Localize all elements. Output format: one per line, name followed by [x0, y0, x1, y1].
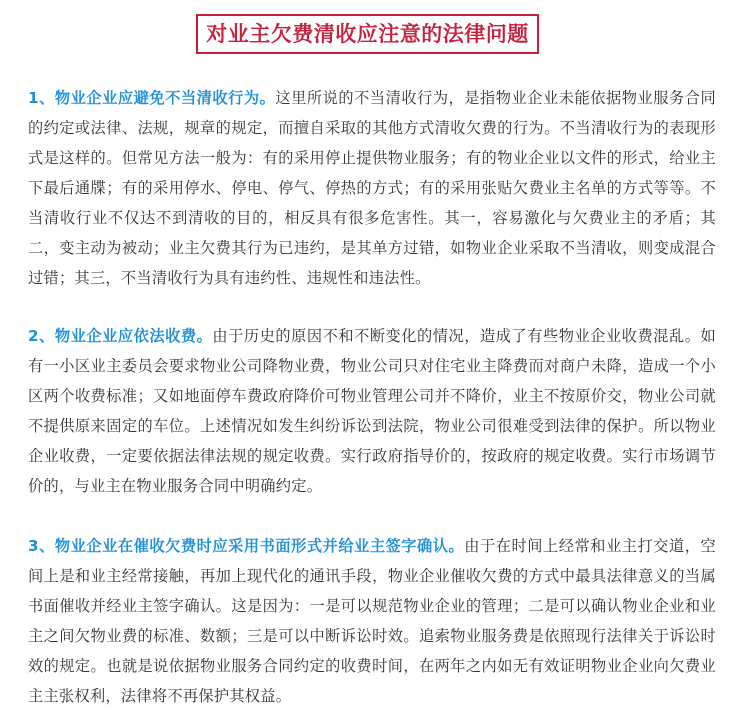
section-2	[28, 321, 716, 501]
section-2-heading: 2、物业企业应依法收费。	[28, 327, 213, 345]
section-1-heading: 1、物业企业应避免不当清收行为。	[28, 89, 276, 107]
section-2-body: 由于历史的原因不和不断变化的情况，造成了有些物业企业收费混乱。如有一小区业主委员会要求物业公司降物业费，物业公司只对住宅业主降费而对商户未降，造成一个小区两个收费标准；又如地面停车费政府降价可物业管理公司并不降价，业主不按原价交，物业公司就不提供原来固定的车位。上述情况如发生纠纷诉讼到法院，物业公司很难受到法律的保护。所以物业企业收费，一定要依据法律法规的规定收费。实行政府指导价的，按政府的规定收费。实行市场调节价的，与业主在物业服务合同中明确约定。	[28, 327, 716, 495]
section-1	[28, 83, 716, 293]
section-3-body: 由于在时间上经常和业主打交道，空间上是和业主经常接触，再加上现代化的通讯手段，物业企业催收欠费的方式中最具法律意义的当属书面催收并经业主签字确认。这是因为：一是可以规范物业企业的管理；二是可以确认物业企业和业主之间欠物业费的标准、数额；三是可以中断诉讼时效。追索物业服务费是依照现行法律关于诉讼时效的规定。也就是说依据物业服务合同约定的收费时间，在两年之内如无有效证明物业企业向欠费业主主张权利，法律将不再保护其权益。	[28, 537, 716, 705]
section-1-body: 这里所说的不当清收行为，是指物业企业未能依据物业服务合同的约定或法律、法规，规章的规定，而擅自采取的其他方式清收欠费的行为。不当清收行为的表现形式是这样的。但常见方法一般为：有的采用停止提供物业服务；有的物业企业以文件的形式，给业主下最后通牒；有的采用停水、停电、停气、停热的方式；有的采用张贴欠费业主名单的方式等等。不当清收行业不仅达不到清收的目的，相反具有很多危害性。其一，容易激化与欠费业主的矛盾；其二，变主动为被动；业主欠费其行为已违约，是其单方过错，如物业企业采取不当清收，则变成混合过错；其三，不当清收行为具有违约性、违规性和违法性。	[28, 89, 716, 287]
section-3	[28, 531, 716, 711]
page-title: 对业主欠费清收应注意的法律问题	[196, 14, 539, 54]
title-wrapper	[0, 14, 735, 54]
section-3-heading: 3、物业企业在催收欠费时应采用书面形式并给业主签字确认。	[28, 537, 465, 555]
